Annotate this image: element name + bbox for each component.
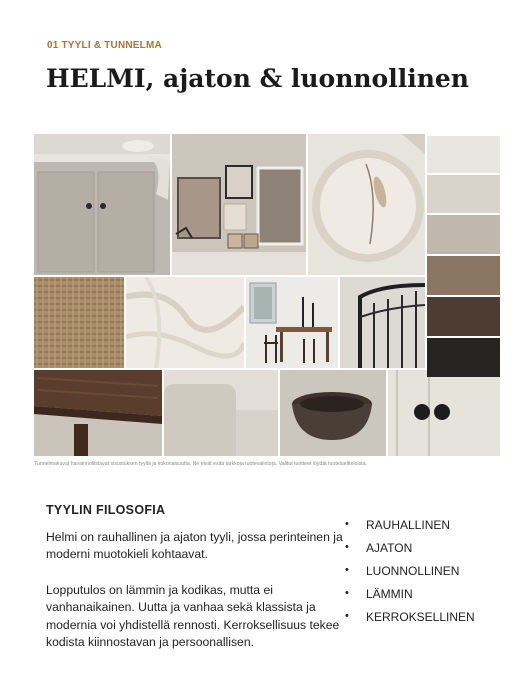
keyword-item: • LUONNOLLINEN [345, 564, 475, 587]
eyebrow: 01 TYYLI & TUNNELMA [47, 40, 162, 51]
keyword-list [345, 518, 475, 633]
sisal-rug-photo [34, 277, 124, 368]
philosophy-paragraph-2: Lopputulos on lämmin ja kodikas, mutta ei vanhanaikainen. Uutta ja vanhaa sekä klassista ja modernia voi yhdistellä rennosti. Kerroksellisuus tekee kodista kiinnostavan ja persoonallisen. [46, 583, 340, 650]
dining-room-photo [246, 277, 338, 368]
swatch-1 [427, 136, 500, 173]
sofa-arm-photo [164, 370, 278, 456]
stone-bowl-photo [280, 370, 386, 456]
kitchen-cabinet-photo [34, 134, 170, 275]
swatch-6 [427, 338, 500, 377]
keyword-item: • LÄMMIN [345, 587, 475, 610]
page-title: HELMI, ajaton & luonnollinen [46, 64, 469, 93]
iron-bed-frame-photo [340, 277, 425, 368]
gallery-wall-photo [172, 134, 306, 275]
keyword-item: • AJATON [345, 541, 475, 564]
swatch-3 [427, 215, 500, 254]
swatch-4 [427, 256, 500, 295]
philosophy-paragraph-1: Helmi on rauhallinen ja ajaton tyyli, jossa perinteinen ja moderni muotokieli kohtaavat. [46, 530, 343, 562]
swatch-2 [427, 175, 500, 213]
keyword-item: • KERROKSELLINEN [345, 610, 475, 633]
wood-table-photo [34, 370, 162, 456]
ceramic-plate-photo [308, 134, 425, 275]
philosophy-heading: TYYLIN FILOSOFIA [46, 503, 166, 517]
cabinet-knob-photo [388, 370, 500, 456]
swatch-5 [427, 297, 500, 336]
moodboard-caption: Tunnelmakuvat havainnollistavat sisustuksen tyyliä ja kokonaisuutta. Ne eivät esitä tarkkoja tuotevalintoja. Valitut tuotteet löydät tuotelueltteloista. [34, 461, 368, 467]
keyword-item: • RAUHALLINEN [345, 518, 475, 541]
linen-fabric-photo [126, 277, 244, 368]
moodboard [34, 134, 502, 456]
